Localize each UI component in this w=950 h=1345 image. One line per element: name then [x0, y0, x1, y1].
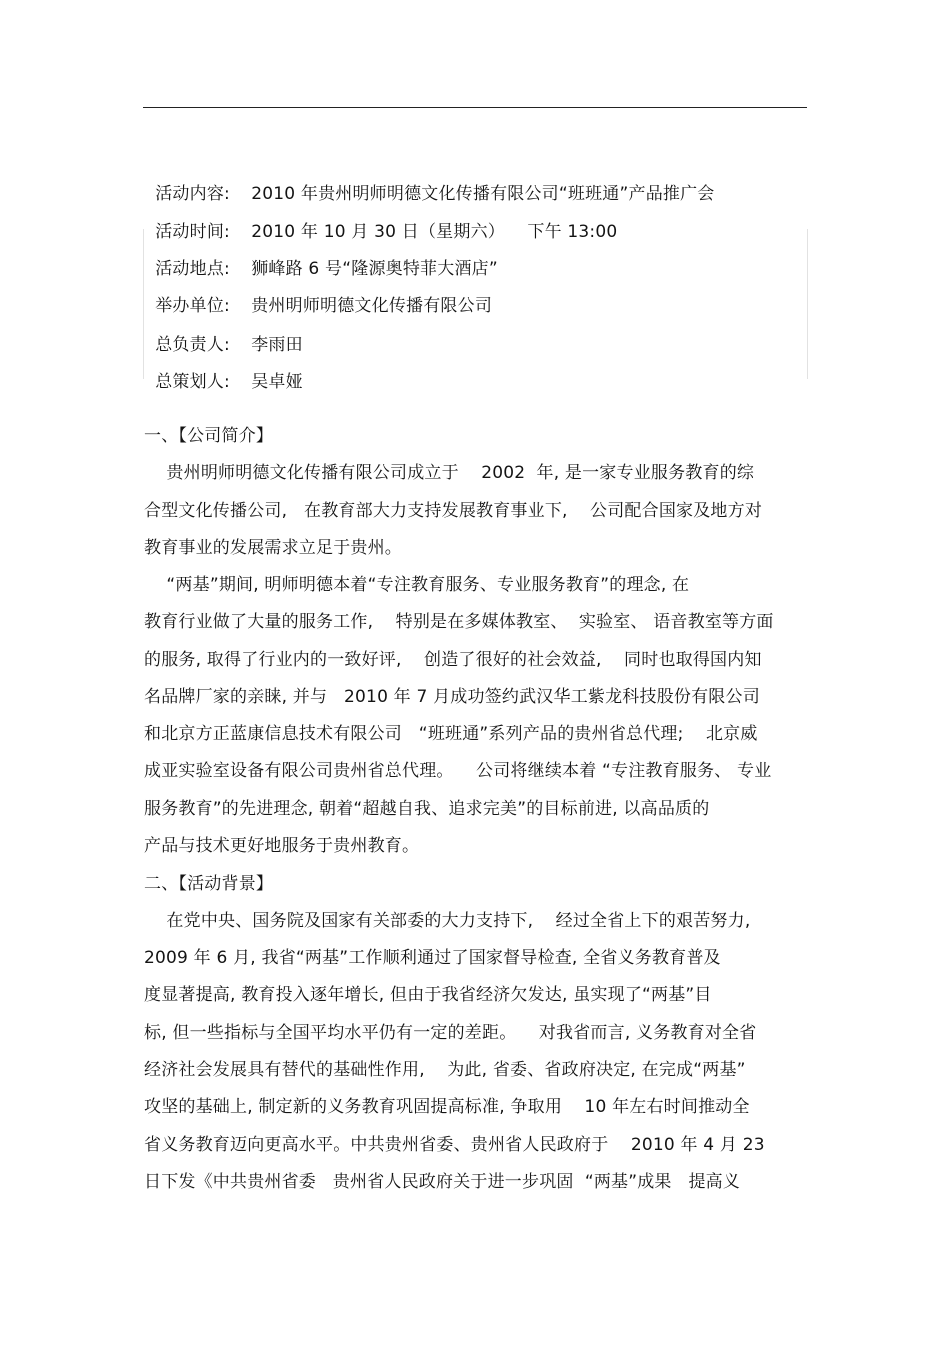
paragraph-line: 日下发《中共贵州省委 贵州省人民政府关于进一步巩固 “两基”成果 提高义 [144, 1172, 741, 1192]
info-label: 总负责人: [155, 335, 230, 355]
info-label: 活动时间: [155, 222, 230, 242]
paragraph-line: 教育事业的发展需求立足于贵州。 [144, 538, 402, 558]
section-heading-company: 一、【公司简介】 [144, 426, 274, 446]
paragraph-line: 省义务教育迈向更高水平。中共贵州省委、贵州省人民政府于 2010 年 4 月 23 [144, 1135, 765, 1155]
info-value: 李雨田 [251, 335, 303, 355]
paragraph-line: 服务教育”的先进理念, 朝着“超越自我、追求完美”的目标前进, 以高品质的 [144, 799, 710, 819]
info-row-host [144, 273, 492, 317]
paragraph-line: 产品与技术更好地服务于贵州教育。 [144, 836, 420, 856]
info-label: 活动地点: [155, 259, 230, 279]
paragraph-line: “两基”期间, 明师明德本着“专注教育服务、专业服务教育”的理念, 在 [144, 575, 690, 595]
paragraph-line: 攻坚的基础上, 制定新的义务教育巩固提高标准, 争取用 10 年左右时间推动全 [144, 1097, 750, 1117]
info-label: 举办单位: [155, 296, 230, 316]
info-row-planner [144, 349, 303, 393]
paragraph-line: 教育行业做了大量的服务工作, 特别是在多媒体教室、 实验室、 语音教室等方面 [144, 612, 774, 632]
paragraph-line: 名品牌厂家的亲睐, 并与 2010 年 7 月成功签约武汉华工紫龙科技股份有限公司 [144, 687, 760, 707]
info-value: 2010 年 10 月 30 日（星期六） 下午 13:00 [251, 222, 618, 242]
info-value: 狮峰路 6 号“隆源奥特菲大酒店” [251, 259, 498, 279]
paragraph-line: 合型文化传播公司, 在教育部大力支持发展教育事业下, 公司配合国家及地方对 [144, 501, 763, 521]
paragraph-line: 贵州明师明德文化传播有限公司成立于 2002 年, 是一家专业服务教育的综 [144, 463, 755, 483]
paragraph-line: 在党中央、国务院及国家有关部委的大力支持下, 经过全省上下的艰苦努力, [144, 911, 751, 931]
paragraph-line: 2009 年 6 月, 我省“两基”工作顺利通过了国家督导检查, 全省义务教育普及 [144, 948, 721, 968]
paragraph-line: 经济社会发展具有替代的基础性作用, 为此, 省委、省政府决定, 在完成“两基” [144, 1060, 746, 1080]
info-value: 吴卓娅 [251, 372, 303, 392]
info-label: 活动内容: [155, 184, 230, 204]
info-value: 2010 年贵州明师明德文化传播有限公司“班班通”产品推广会 [251, 184, 715, 204]
info-label: 总策划人: [155, 372, 230, 392]
paragraph-line: 标, 但一些指标与全国平均水平仍有一定的差距。 对我省而言, 义务教育对全省 [144, 1023, 757, 1043]
paragraph-line: 度显著提高, 教育投入逐年增长, 但由于我省经济欠发达, 虽实现了“两基”目 [144, 985, 712, 1005]
section-heading-background: 二、【活动背景】 [144, 874, 274, 894]
info-value: 贵州明师明德文化传播有限公司 [251, 296, 493, 316]
paragraph-line: 成亚实验室设备有限公司贵州省总代理。 公司将继续本着 “专注教育服务、 专业 [144, 761, 772, 781]
header-rule [143, 107, 807, 108]
paragraph-line: 和北京方正蓝康信息技术有限公司 “班班通”系列产品的贵州省总代理; 北京威 [144, 724, 758, 744]
paragraph-line: 的服务, 取得了行业内的一致好评, 创造了很好的社会效益, 同时也取得国内知 [144, 650, 762, 670]
